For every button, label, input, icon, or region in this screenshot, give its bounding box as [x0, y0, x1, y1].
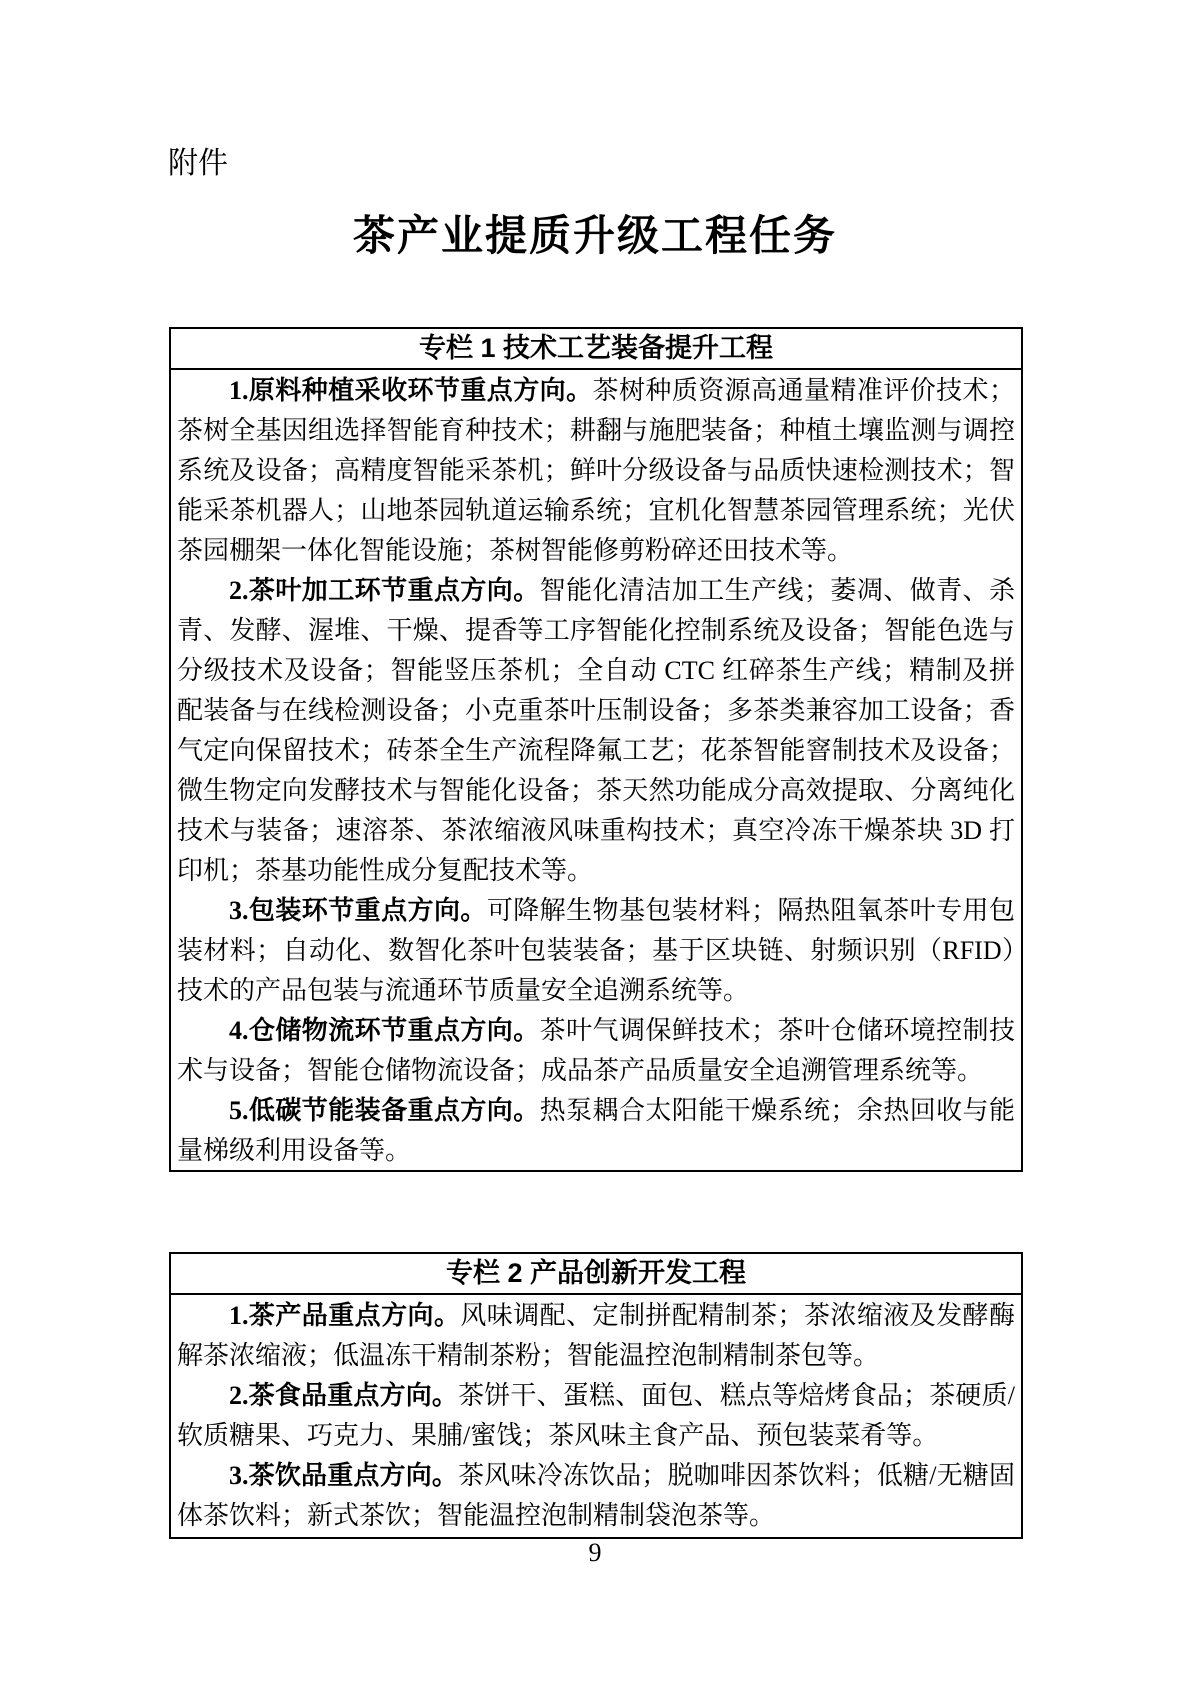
- paragraph: [177, 1011, 1015, 1091]
- paragraph-lead: 4.仓储物流环节重点方向。: [229, 1016, 540, 1045]
- paragraph-text: 风味调配、定制拼配精制茶；茶浓缩液及发酵酶解茶浓缩液；低温冻干精制茶粉；智能温控泡制精制茶包等。: [177, 1301, 1015, 1370]
- paragraph: [177, 371, 1015, 571]
- paragraph-lead: 3.包装环节重点方向。: [229, 896, 487, 925]
- attachment-label: 附件: [168, 147, 228, 180]
- paragraph-lead: 2.茶叶加工环节重点方向。: [229, 576, 540, 605]
- document-title: 茶产业提质升级工程任务: [352, 214, 837, 260]
- paragraph-text: 茶风味冷冻饮品；脱咖啡因茶饮料；低糖/无糖固体茶饮料；新式茶饮；智能温控泡制精制袋泡茶等。: [177, 1461, 1015, 1530]
- paragraph-lead: 1.茶产品重点方向。: [229, 1301, 461, 1330]
- column-box-1-body: [171, 370, 1021, 1171]
- paragraph: [177, 1091, 1015, 1171]
- paragraph: [177, 571, 1015, 891]
- column-box-2-header: 专栏 2 产品创新开发工程: [171, 1254, 1021, 1295]
- column-box-1: [169, 327, 1023, 1172]
- paragraph: [177, 1296, 1015, 1376]
- paragraph-lead: 1.原料种植采收环节重点方向。: [229, 376, 593, 405]
- paragraph-text: 茶饼干、蛋糕、面包、糕点等焙烤食品；茶硬质/软质糖果、巧克力、果脯/蜜饯；茶风味主食产品、预包装菜肴等。: [177, 1381, 1015, 1450]
- paragraph: [177, 1456, 1015, 1536]
- paragraph-text: 茶叶气调保鲜技术；茶叶仓储环境控制技术与设备；智能仓储物流设备；成品茶产品质量安全追溯管理系统等。: [177, 1016, 1015, 1085]
- paragraph-lead: 5.低碳节能装备重点方向。: [229, 1096, 540, 1125]
- paragraph: [177, 1376, 1015, 1456]
- paragraph-text: 茶树种质资源高通量精准评价技术；茶树全基因组选择智能育种技术；耕翻与施肥装备；种植土壤监测与调控系统及设备；高精度智能采茶机；鲜叶分级设备与品质快速检测技术；智能采茶机器人；山地茶园轨道运输系统；宜机化智慧茶园管理系统；光伏茶园棚架一体化智能设施；茶树智能修剪粉碎还田技术等。: [177, 376, 1015, 565]
- column-box-2: [169, 1252, 1023, 1539]
- column-box-1-header: 专栏 1 技术工艺装备提升工程: [171, 329, 1021, 370]
- column-box-2-body: [171, 1295, 1021, 1536]
- paragraph-lead: 2.茶食品重点方向。: [229, 1381, 459, 1410]
- paragraph-text: 可降解生物基包装材料；隔热阻氧茶叶专用包装材料；自动化、数智化茶叶包装装备；基于区块链、射频识别（RFID）技术的产品包装与流通环节质量安全追溯系统等。: [177, 896, 1015, 1005]
- paragraph-text: 热泵耦合太阳能干燥系统；余热回收与能量梯级利用设备等。: [177, 1096, 1015, 1165]
- paragraph-text: 智能化清洁加工生产线；萎凋、做青、杀青、发酵、渥堆、干燥、提香等工序智能化控制系统及设备；智能色选与分级技术及设备；智能竖压茶机；全自动 CTC 红碎茶生产线；精制及拼配装备与在线检测设备；小克重茶叶压制设备；多茶类兼容加工设备；香气定向保留技术；砖茶全生产流程降氟工艺；花茶智能窨制技术及设备；微生物定向发酵技术与智能化设备；茶天然功能成分高效提取、分离纯化技术与装备；速溶茶、茶浓缩液风味重构技术；真空冷冻干燥茶块 3D 打印机；茶基功能性成分复配技术等。: [177, 576, 1015, 885]
- paragraph-lead: 3.茶饮品重点方向。: [229, 1461, 459, 1490]
- page-number: 9: [588, 1538, 602, 1567]
- paragraph: [177, 891, 1015, 1011]
